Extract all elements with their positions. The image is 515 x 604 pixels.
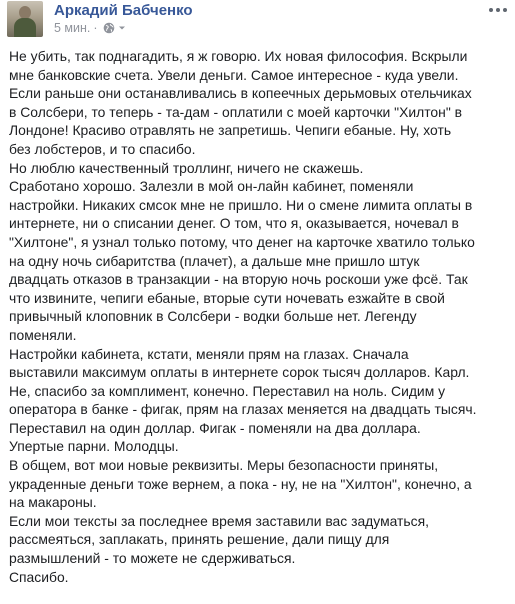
post-text-line: оператора в банке - фигак, прям на глазах меняется на двадцать тысяч. xyxy=(9,401,477,418)
post-text-line: привычный клоповник в Солсбери - водки больше нет. Легенду xyxy=(9,308,417,325)
post-text-line: Лондоне! Красиво отравлять не запретишь. Чепиги ебаные. Ну, хоть xyxy=(9,122,452,139)
post-text-line: на одну ночь сибаритства (плачет), а дальше мне пришло штук xyxy=(9,252,420,269)
post-time[interactable]: 5 мин. xyxy=(54,21,91,35)
post-text-line: В общем, вот мои новые реквизиты. Меры безопасности приняты, xyxy=(9,457,439,474)
post-text-line: на макароны. xyxy=(9,494,97,511)
post-text-line: выставили максимум оплаты в интернете сорок тысяч долларов. Карл. xyxy=(9,364,470,381)
post-meta xyxy=(54,21,126,35)
more-options-icon[interactable] xyxy=(489,6,507,16)
post-text-line: без лобстеров, и то спасибо. xyxy=(9,140,196,157)
post-text-line: интернете, ни о списании денег. О том, что я, оказывается, ночевал в xyxy=(9,215,459,232)
post-text-line: в Солсбери, то теперь - та-дам - оплатили с моей карточки "Хилтон" в xyxy=(9,103,462,120)
post-text-line: Если раньше они останавливались в копеечных дерьмовых отельчиках xyxy=(9,85,472,102)
meta-separator: · xyxy=(93,21,98,35)
post-text-line: Переставил на один доллар. Фигак - поменяли на два доллара. xyxy=(9,419,421,436)
avatar-body-shape xyxy=(14,18,36,37)
post-body xyxy=(9,47,514,586)
post-text-line: Не убить, так поднагадить, я ж говорю. Их новая философия. Вскрыли xyxy=(9,48,468,64)
post-text-line: Если мои тексты за последнее время заставили вас задуматься, xyxy=(9,512,429,529)
author-name[interactable]: Аркадий Бабченко xyxy=(54,2,193,19)
avatar[interactable] xyxy=(7,1,43,37)
post-text-line: Упертые парни. Молодцы. xyxy=(9,438,179,455)
post-text-line: рассмеяться, заплакать, принять решение, дали пищу для xyxy=(9,531,390,548)
globe-icon[interactable] xyxy=(103,22,115,34)
chevron-down-icon[interactable] xyxy=(118,24,126,32)
post-text-line: "Хилтоне", я узнал только потому, что денег на карточке хватило только xyxy=(9,233,475,250)
post-text-line: Спасибо. xyxy=(9,568,69,585)
post-text-line: Настройки кабинета, кстати, меняли прям на глазах. Сначала xyxy=(9,345,409,362)
post-text-line: украденные деньги тоже вернем, а пока - ну, не на "Хилтон", конечно, а xyxy=(9,475,472,492)
post-text-line: мне банковские счета. Увели деньги. Самое интересное - куда увели. xyxy=(9,66,459,83)
post-text-line: что извините, чепиги ебаные, вторые сути ночевать езжайте в свой xyxy=(9,289,445,306)
post-text-line: двадцать отказов в транзакции - на вторую ночь роскоши уже фсё. Так xyxy=(9,271,468,288)
post-text-line: размышлений - то можете не сдерживаться. xyxy=(9,550,296,567)
post-header xyxy=(0,0,515,44)
post-text-line: поменяли. xyxy=(9,326,77,343)
post-text-line: Но люблю качественный троллинг, ничего не скажешь. xyxy=(9,159,364,176)
post-text-line: Не, спасибо за комплимент, конечно. Переставил на ноль. Сидим у xyxy=(9,382,446,399)
post-text-line: Сработано хорошо. Залезли в мой он-лайн кабинет, поменяли xyxy=(9,178,414,195)
post-text-line: настройки. Никаких смсок мне не пришло. Ни о смене лимита оплаты в xyxy=(9,196,473,213)
